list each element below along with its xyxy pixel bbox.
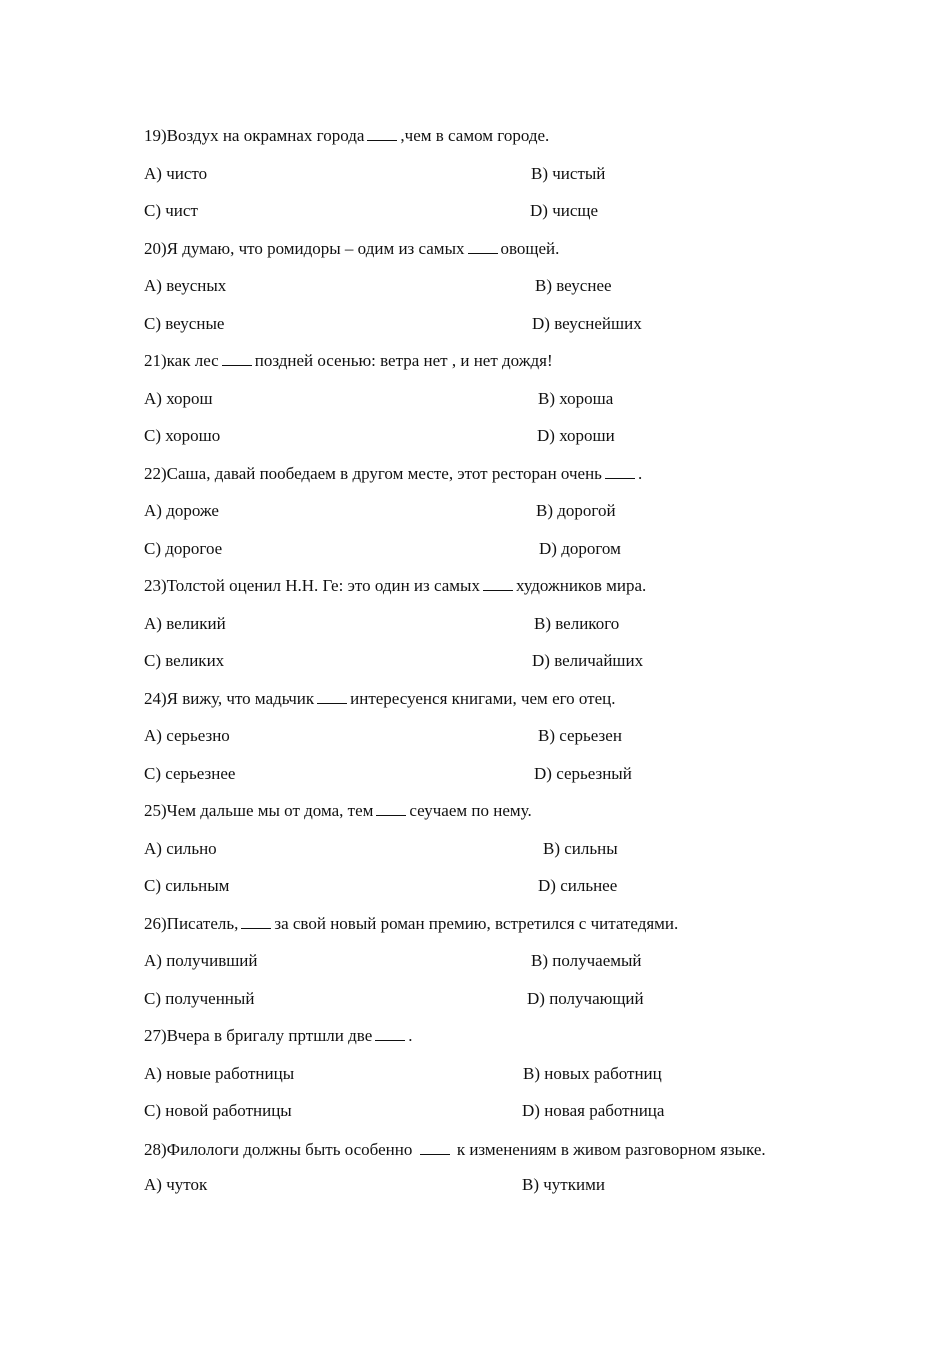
- answer-blank: [367, 126, 397, 141]
- question-20: [144, 237, 810, 350]
- question-text: [144, 687, 810, 725]
- question-22: [144, 462, 810, 575]
- option-d: D) дорогом: [539, 538, 621, 558]
- options-row: [144, 537, 810, 575]
- question-text-part: .: [637, 463, 643, 483]
- question-23: [144, 574, 810, 687]
- option-c: C) новой работницы: [144, 1101, 292, 1120]
- question-19: [144, 124, 810, 237]
- option-d: D) хороши: [537, 426, 615, 445]
- option-b: B) чистый: [531, 163, 606, 183]
- option-b: B) великого: [534, 613, 620, 633]
- question-number: 19): [144, 126, 167, 145]
- options-row: [144, 387, 810, 425]
- options-row: [144, 312, 810, 350]
- question-text-part: Писатель,: [166, 913, 239, 933]
- option-b: B) новых работниц: [523, 1063, 662, 1083]
- options-row: [144, 987, 810, 1025]
- options-row: [144, 724, 810, 762]
- option-a: A) хорош: [144, 388, 213, 408]
- options-row: [144, 612, 810, 650]
- option-a: A) сильно: [144, 838, 217, 858]
- option-d: D) сильнее: [538, 876, 618, 895]
- question-number: 23): [144, 576, 167, 595]
- option-a: A) дороже: [144, 501, 219, 520]
- answer-blank: [483, 576, 513, 591]
- question-number: 26): [144, 913, 167, 933]
- option-a: A) новые работницы: [144, 1063, 295, 1083]
- question-21: [144, 349, 810, 462]
- question-text-part: ,чем в самом городе.: [400, 126, 550, 145]
- question-text-part: Саша, давай пообедаем в другом месте, этот ресторан очень: [166, 463, 602, 483]
- option-c: C) хорошо: [144, 426, 221, 445]
- option-a: A) чисто: [144, 163, 208, 183]
- option-a: A) веусных: [144, 276, 227, 295]
- option-b: B) хороша: [538, 388, 614, 408]
- answer-blank: [317, 689, 347, 704]
- question-text: [144, 462, 810, 500]
- options-row: [144, 499, 810, 537]
- answer-blank: [605, 464, 635, 479]
- question-text-part: Я вижу, что мадьчик: [166, 688, 315, 708]
- answer-blank: [420, 1140, 450, 1155]
- question-text: [144, 1024, 810, 1062]
- question-text: [144, 237, 810, 275]
- question-text-part: Я думаю, что ромидоры – одим из самых: [166, 238, 465, 258]
- question-text-part: к изменениям в живом разговорном языке.: [456, 1139, 766, 1159]
- question-number: 27): [144, 1026, 167, 1045]
- option-d: D) новая работница: [522, 1101, 665, 1120]
- options-row: [144, 837, 810, 875]
- options-row: [144, 424, 810, 462]
- option-c: C) дорогое: [144, 538, 223, 558]
- question-text-part: овощей.: [500, 238, 560, 258]
- option-b: B) получаемый: [531, 951, 642, 970]
- options-row: [144, 1173, 810, 1211]
- option-c: C) чист: [144, 201, 198, 220]
- options-row: [144, 274, 810, 312]
- option-d: D) веуснейших: [532, 313, 642, 333]
- question-26: [144, 912, 810, 1025]
- question-text: [144, 124, 810, 162]
- options-row: [144, 649, 810, 687]
- question-text-part: сеучаем по нему.: [409, 801, 532, 820]
- question-28: [144, 1130, 810, 1211]
- options-row: [144, 1099, 810, 1137]
- question-text-part: интересуенся книгами, чем его отец.: [350, 688, 616, 708]
- answer-blank: [375, 1026, 405, 1041]
- question-text-part: за свой новый роман премию, встретился с читатедями.: [274, 913, 679, 933]
- options-row: [144, 762, 810, 800]
- option-b: B) серьезен: [538, 726, 622, 745]
- question-number: 24): [144, 688, 167, 708]
- option-a: A) получивший: [144, 951, 258, 970]
- option-c: C) серьезнее: [144, 763, 236, 783]
- question-27: [144, 1024, 810, 1137]
- question-number: 20): [144, 238, 167, 258]
- option-c: C) великих: [144, 651, 225, 670]
- answer-blank: [376, 801, 406, 816]
- answer-blank: [468, 239, 498, 254]
- options-row: [144, 162, 810, 200]
- answer-blank: [241, 914, 271, 929]
- options-row: [144, 874, 810, 912]
- question-text-part: Воздух на окрамнах города: [166, 126, 365, 145]
- question-text-part: Чем дальше мы от дома, тем: [166, 801, 374, 820]
- question-text: [144, 912, 810, 950]
- option-a: A) великий: [144, 613, 226, 633]
- answer-blank: [222, 351, 252, 366]
- question-25: [144, 799, 810, 912]
- option-d: D) получающий: [527, 988, 644, 1008]
- option-b: B) сильны: [543, 838, 618, 858]
- option-d: D) серьезный: [534, 763, 632, 783]
- question-text-part: поздней осенью: ветра нет , и нет дождя!: [254, 351, 553, 370]
- question-text-part: .: [408, 1026, 413, 1045]
- question-text-part: художников мира.: [515, 576, 647, 595]
- options-row: [144, 949, 810, 987]
- options-row: [144, 1062, 810, 1100]
- option-a: A) чуток: [144, 1174, 208, 1194]
- question-number: 22): [144, 463, 167, 483]
- question-text-part: Толстой оценил Н.Н. Ге: это один из самых: [166, 576, 480, 595]
- question-list: [144, 124, 810, 1210]
- option-d: D) величайших: [532, 651, 644, 670]
- question-number: 25): [144, 801, 167, 820]
- question-text: [144, 574, 810, 612]
- option-c: C) полученный: [144, 988, 255, 1008]
- option-c: C) веусные: [144, 313, 225, 333]
- question-text-part: Вчера в бригалу пртшли две: [166, 1026, 373, 1045]
- question-number: 28): [144, 1139, 167, 1159]
- question-24: [144, 687, 810, 800]
- options-row: [144, 199, 810, 237]
- option-c: C) сильным: [144, 876, 230, 895]
- option-b: B) веуснее: [535, 276, 612, 295]
- question-text-part: Филологи должны быть особенно: [166, 1139, 413, 1159]
- option-b: B) чуткими: [522, 1174, 605, 1194]
- question-text-part: как лес: [166, 351, 219, 370]
- question-number: 21): [144, 351, 167, 370]
- option-b: B) дорогой: [536, 501, 616, 520]
- question-text: [144, 799, 810, 837]
- option-a: A) серьезно: [144, 726, 230, 745]
- question-text: [144, 349, 810, 387]
- option-d: D) чисще: [530, 201, 599, 220]
